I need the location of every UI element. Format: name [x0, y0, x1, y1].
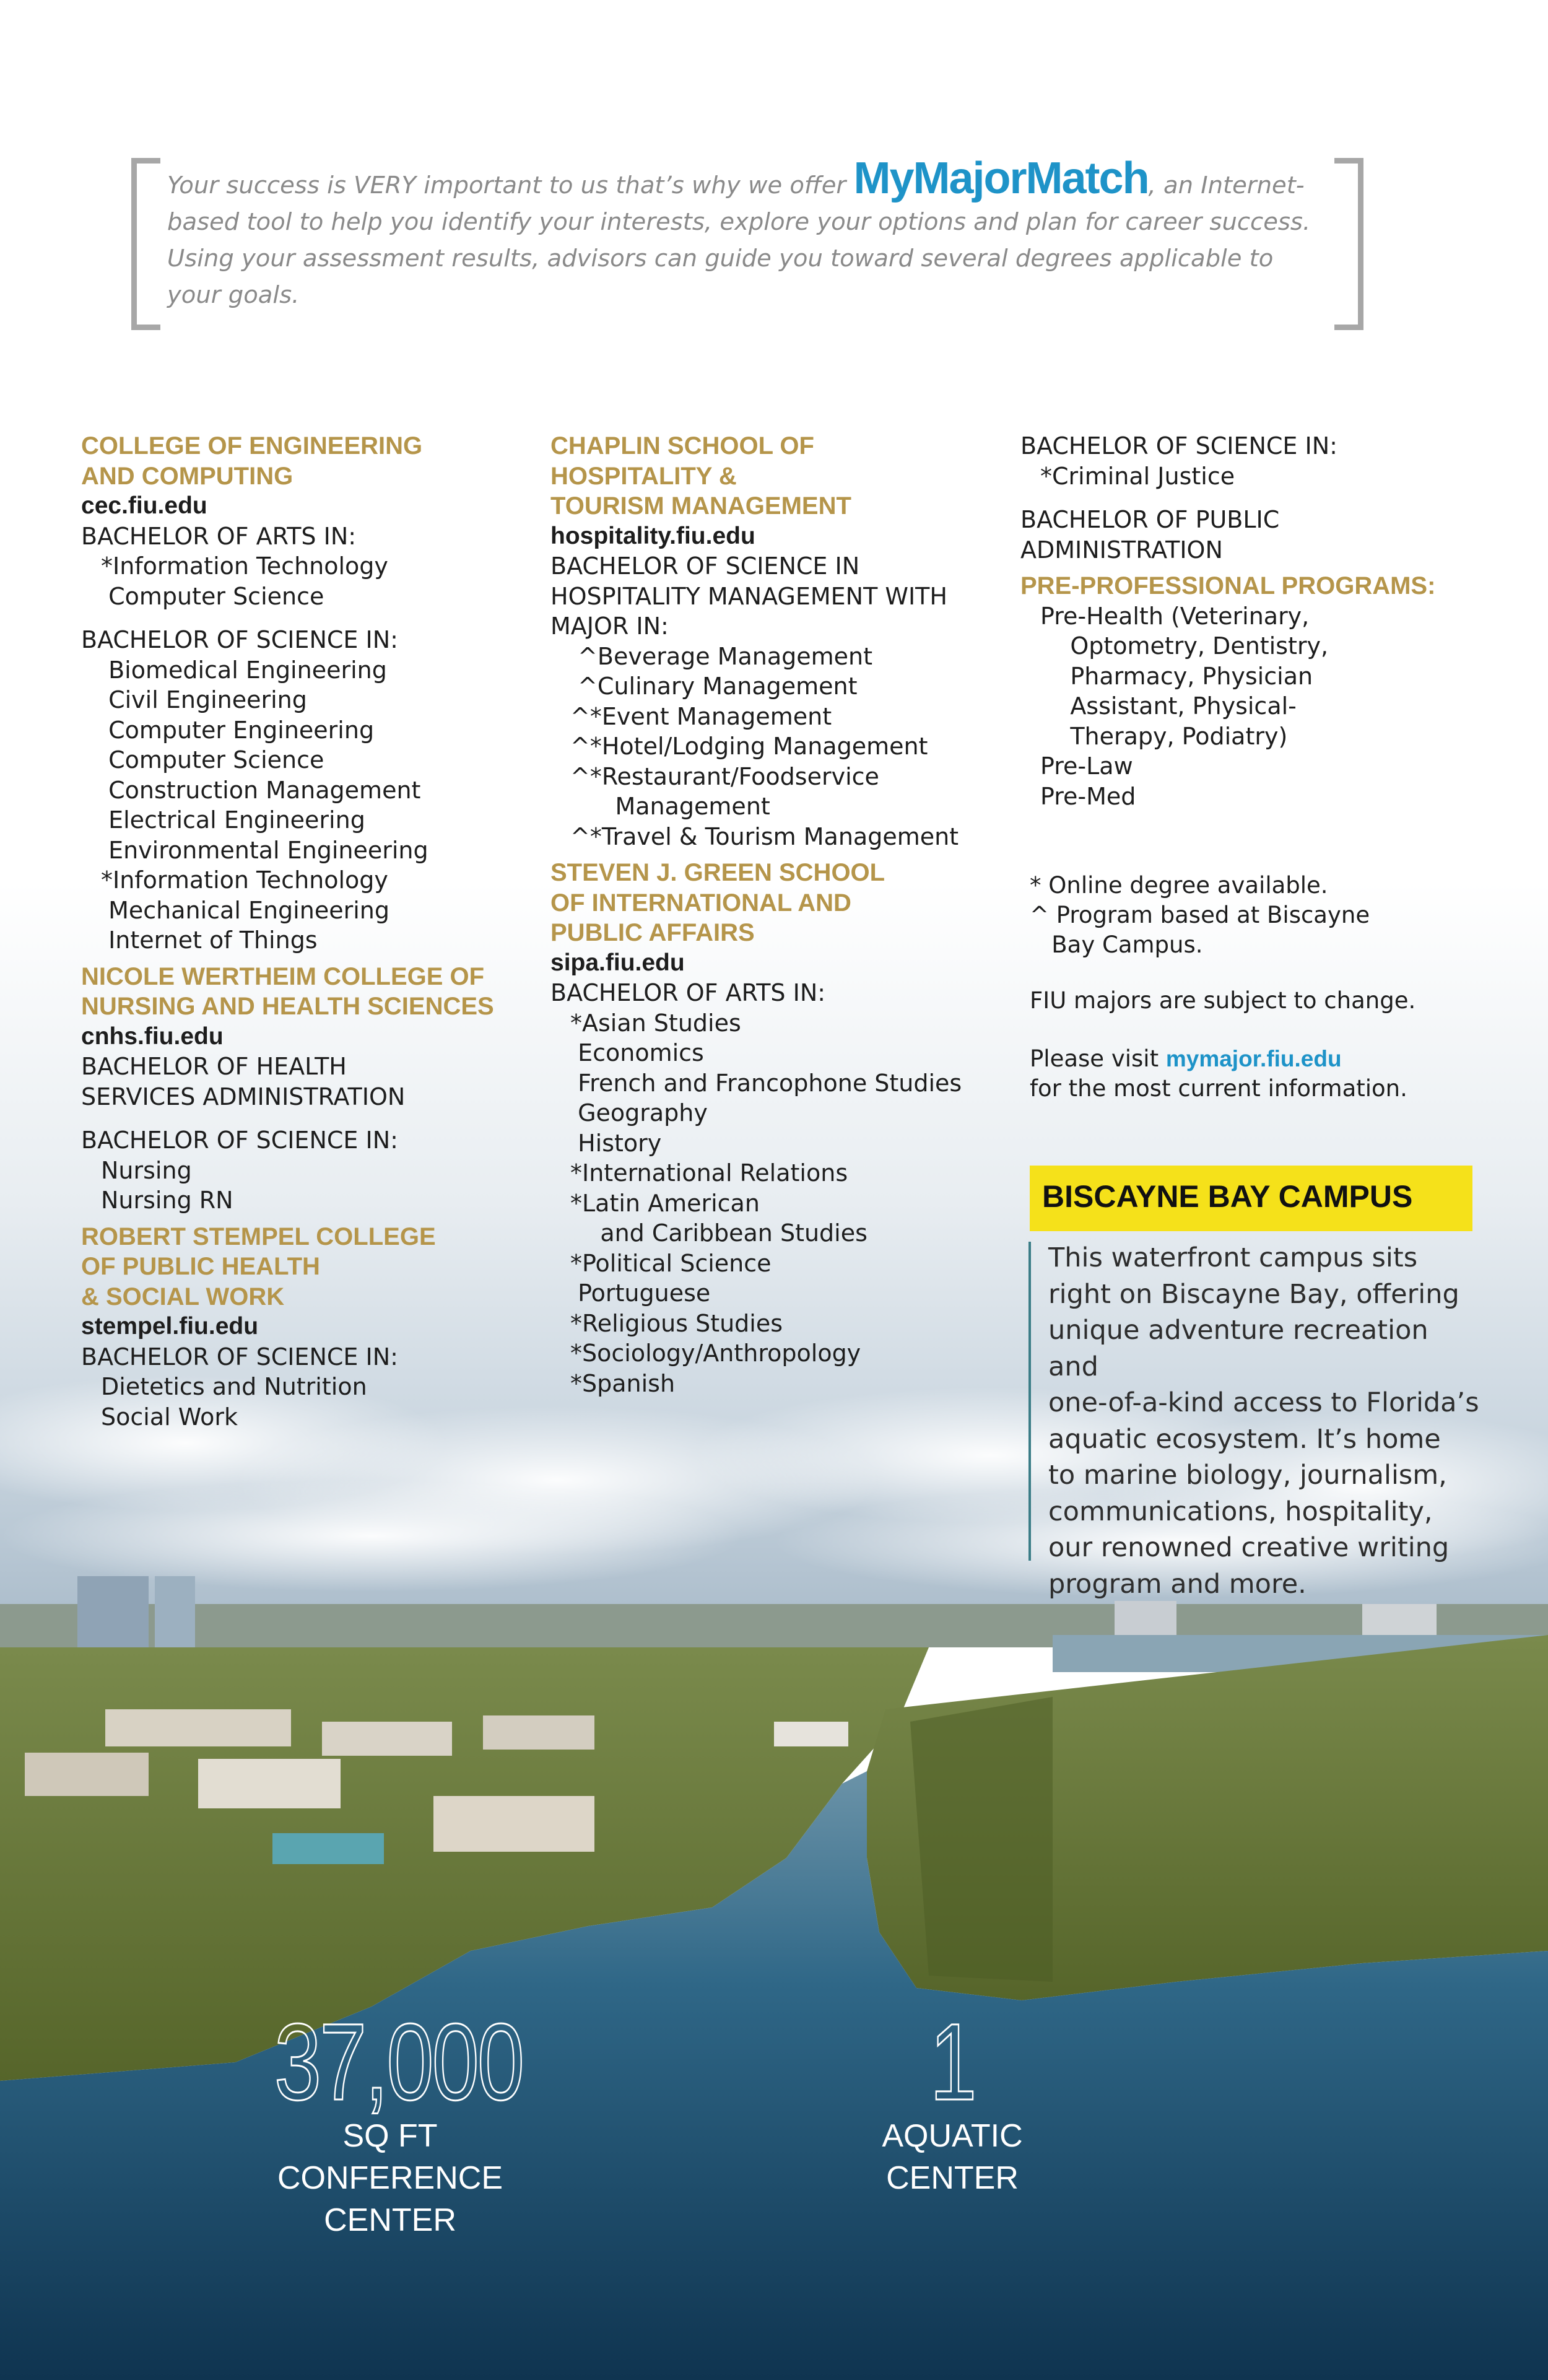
campus-line: This waterfront campus sits	[1048, 1242, 1418, 1273]
list-item: ^Beverage Management	[570, 642, 873, 670]
heading-line: & SOCIAL WORK	[81, 1283, 285, 1310]
list-item: *Information Technology	[101, 552, 388, 580]
nursing-heading	[81, 962, 527, 1022]
heading-line: AND COMPUTING	[81, 462, 294, 490]
degree-label: HOSPITALITY MANAGEMENT WITH	[550, 582, 947, 610]
list-item: ^Culinary Management	[570, 673, 858, 700]
right-bracket	[1334, 158, 1363, 330]
list-item: ^*Restaurant/Foodservice	[570, 762, 879, 790]
heading-line: PUBLIC AFFAIRS	[550, 919, 755, 946]
degree-label: BACHELOR OF SCIENCE IN:	[81, 626, 398, 653]
engineering-heading	[81, 431, 527, 491]
bbc-note: Bay Campus.	[1030, 931, 1203, 958]
heading-line: COLLEGE OF ENGINEERING	[81, 432, 423, 460]
stat-number: 37,000	[274, 2002, 523, 2123]
list-item: Management	[570, 793, 770, 820]
campus-line: communications, hospitality,	[1048, 1496, 1433, 1527]
list-item: ^*Travel & Tourism Management	[570, 822, 959, 850]
public-health-heading	[81, 1222, 527, 1312]
visit-text: Please visit	[1030, 1045, 1166, 1072]
list-item: Therapy, Podiatry)	[1040, 722, 1288, 750]
mymajormatch-logo: MyMajorMatch	[853, 154, 1149, 203]
list-item: Economics	[570, 1039, 704, 1066]
intro-text-before: Your success is VERY important to us that’s why we offer	[167, 172, 854, 199]
list-item: Internet of Things	[101, 926, 318, 954]
list-item: Pharmacy, Physician	[1040, 662, 1313, 690]
list-item: Computer Science	[101, 582, 324, 610]
heading-line: HOSPITALITY &	[550, 462, 737, 490]
list-item: Pre-Health (Veterinary,	[1040, 602, 1310, 630]
list-item: ^*Hotel/Lodging Management	[570, 733, 928, 760]
stat-label: SQ FT	[342, 2118, 438, 2154]
campus-line: aquatic ecosystem. It’s home	[1048, 1423, 1441, 1455]
heading-line: NICOLE WERTHEIM COLLEGE OF	[81, 962, 485, 990]
engineering-url: cec.fiu.edu	[81, 492, 207, 519]
stat-label: AQUATIC	[882, 2118, 1023, 2154]
campus-line: right on Biscayne Bay, offering	[1048, 1278, 1459, 1310]
list-item: *Religious Studies	[570, 1309, 783, 1337]
column-1	[81, 431, 527, 1432]
list-item: History	[570, 1129, 662, 1157]
degree-label: BACHELOR OF HEALTH	[81, 1053, 347, 1080]
stat-label: CENTER	[324, 2202, 456, 2238]
stat-number: 1	[929, 2002, 975, 2123]
list-item: *Information Technology	[101, 866, 388, 894]
campus-line: program and more.	[1048, 1568, 1307, 1600]
campus-line: one-of-a-kind access to Florida’s	[1048, 1387, 1479, 1418]
list-item: Electrical Engineering	[101, 806, 365, 834]
campus-line: to marine biology, journalism,	[1048, 1460, 1447, 1491]
heading-line: OF PUBLIC HEALTH	[81, 1253, 320, 1280]
left-bracket	[131, 158, 160, 330]
degree-label: BACHELOR OF PUBLIC	[1020, 506, 1280, 533]
column-2	[550, 431, 996, 1398]
bbc-note: ^ Program based at Biscayne	[1030, 902, 1370, 928]
pre-professional-heading: PRE-PROFESSIONAL PROGRAMS:	[1020, 572, 1436, 599]
degree-label: BACHELOR OF ARTS IN:	[550, 979, 826, 1006]
notes-block	[1030, 871, 1463, 1104]
column-3	[1020, 431, 1491, 811]
mymajor-link[interactable]: mymajor.fiu.edu	[1165, 1046, 1342, 1071]
degree-label: BACHELOR OF SCIENCE IN:	[81, 1127, 398, 1154]
list-item: Construction Management	[101, 776, 421, 804]
stat-label: CONFERENCE	[277, 2160, 503, 2196]
list-item: French and Francophone Studies	[570, 1069, 962, 1097]
list-item: Nursing	[101, 1156, 192, 1184]
list-item: Environmental Engineering	[101, 836, 428, 864]
heading-line: NURSING AND HEALTH SCIENCES	[81, 993, 494, 1020]
list-item: *Spanish	[570, 1369, 676, 1397]
degree-label: SERVICES ADMINISTRATION	[81, 1083, 406, 1110]
list-item: Pre-Law	[1040, 752, 1133, 780]
list-item: *Political Science	[570, 1249, 772, 1277]
nursing-url: cnhs.fiu.edu	[81, 1022, 224, 1050]
stat-aquatic-center	[816, 2002, 1089, 2199]
intro-text-after: , an Internet-based tool to help you identify your interests, explore your options and plan for career success. Using your assessment results, advisors can guide you toward several degrees applicable to your goals.	[167, 172, 1311, 309]
international-affairs-heading	[550, 858, 996, 948]
list-item: Geography	[570, 1099, 708, 1127]
intro-paragraph	[167, 154, 1331, 313]
campus-rule	[1028, 1242, 1031, 1561]
list-item: and Caribbean Studies	[570, 1219, 867, 1247]
degree-label: ADMINISTRATION	[1020, 536, 1223, 564]
public-health-url: stempel.fiu.edu	[81, 1313, 259, 1340]
degree-label: BACHELOR OF SCIENCE IN	[550, 552, 860, 580]
hospitality-heading	[550, 431, 996, 521]
list-item: Computer Science	[101, 746, 324, 774]
campus-line: unique adventure recreation and	[1048, 1315, 1428, 1382]
heading-line: TOURISM MANAGEMENT	[550, 492, 851, 520]
list-item: *Latin American	[570, 1189, 760, 1217]
list-item: Optometry, Dentistry,	[1040, 632, 1329, 660]
heading-line: STEVEN J. GREEN SCHOOL	[550, 859, 885, 886]
list-item: *Criminal Justice	[1040, 462, 1235, 490]
list-item: *Asian Studies	[570, 1009, 741, 1037]
degree-label: MAJOR IN:	[550, 612, 669, 640]
hospitality-url: hospitality.fiu.edu	[550, 522, 755, 549]
stat-conference-center	[241, 2002, 539, 2241]
online-note: * Online degree available.	[1030, 872, 1328, 899]
campus-line: our renowned creative writing	[1048, 1532, 1450, 1563]
list-item: Dietetics and Nutrition	[101, 1373, 367, 1400]
visit-note	[1030, 1044, 1463, 1074]
list-item: Biomedical Engineering	[101, 656, 387, 684]
list-item: Pre-Med	[1040, 782, 1136, 810]
list-item: *International Relations	[570, 1159, 848, 1187]
campus-title: BISCAYNE BAY CAMPUS	[1042, 1179, 1413, 1214]
visit-note-end: for the most current information.	[1030, 1075, 1407, 1102]
international-affairs-url: sipa.fiu.edu	[550, 949, 685, 976]
stat-label: CENTER	[886, 2160, 1019, 2196]
degree-label: BACHELOR OF ARTS IN:	[81, 522, 357, 550]
list-item: Portuguese	[570, 1279, 711, 1307]
list-item: Civil Engineering	[101, 686, 307, 713]
list-item: Computer Engineering	[101, 716, 375, 744]
heading-line: ROBERT STEMPEL COLLEGE	[81, 1223, 436, 1250]
list-item: Mechanical Engineering	[101, 896, 389, 924]
heading-line: CHAPLIN SCHOOL OF	[550, 432, 814, 460]
change-note: FIU majors are subject to change.	[1030, 987, 1416, 1014]
degree-label: BACHELOR OF SCIENCE IN:	[1020, 432, 1337, 460]
list-item: Assistant, Physical-	[1040, 692, 1297, 720]
list-item: ^*Event Management	[570, 702, 832, 730]
heading-line: OF INTERNATIONAL AND	[550, 889, 851, 917]
list-item: Nursing RN	[101, 1187, 233, 1214]
list-item: *Sociology/Anthropology	[570, 1340, 861, 1367]
list-item: Social Work	[101, 1403, 238, 1431]
campus-description	[1048, 1240, 1482, 1602]
degree-label: BACHELOR OF SCIENCE IN:	[81, 1343, 398, 1371]
